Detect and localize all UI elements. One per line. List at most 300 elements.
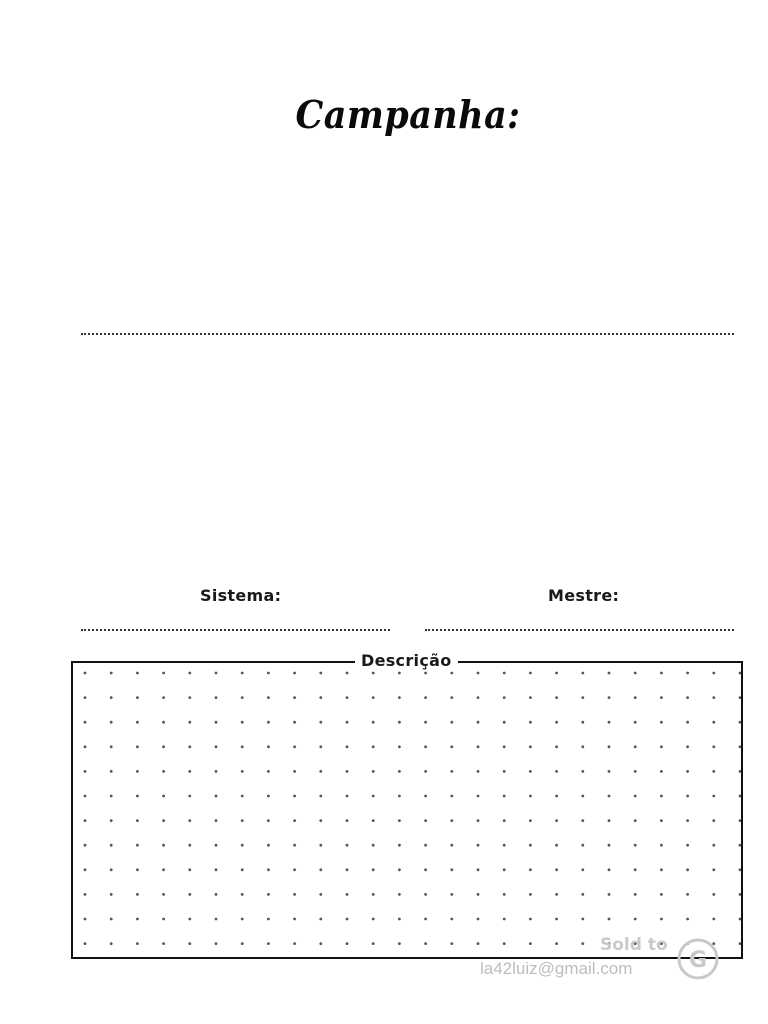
- grid-dot: [241, 942, 244, 945]
- sistema-label: Sistema:: [200, 586, 282, 605]
- grid-dot: [634, 696, 637, 699]
- campaign-title: Campanha:: [295, 92, 521, 137]
- grid-dot: [686, 795, 689, 798]
- grid-dot: [608, 868, 611, 871]
- grid-dot: [241, 868, 244, 871]
- grid-dot: [581, 844, 584, 847]
- grid-dot: [136, 721, 139, 724]
- grid-dot: [398, 844, 401, 847]
- grid-dot: [241, 918, 244, 921]
- grid-dot: [293, 942, 296, 945]
- grid-dot: [162, 868, 165, 871]
- grid-dot: [136, 868, 139, 871]
- grid-dot: [634, 745, 637, 748]
- grid-dot: [215, 696, 218, 699]
- grid-dot: [503, 844, 506, 847]
- grid-dot: [372, 721, 375, 724]
- grid-dot: [503, 672, 506, 675]
- grid-dot: [162, 672, 165, 675]
- grid-dot: [319, 893, 322, 896]
- grid-dot: [424, 721, 427, 724]
- grid-dot: [398, 745, 401, 748]
- grid-dot: [110, 672, 113, 675]
- grid-dot: [450, 696, 453, 699]
- grid-dot: [215, 770, 218, 773]
- grid-dot: [529, 745, 532, 748]
- grid-dot: [398, 721, 401, 724]
- grid-dot: [188, 745, 191, 748]
- grid-dot: [293, 893, 296, 896]
- grid-dot: [319, 696, 322, 699]
- grid-dot: [739, 672, 741, 675]
- grid-dot: [608, 696, 611, 699]
- grid-dot: [634, 918, 637, 921]
- grid-dot: [608, 745, 611, 748]
- grid-dot: [110, 844, 113, 847]
- grid-dot: [372, 770, 375, 773]
- grid-dot: [162, 745, 165, 748]
- grid-dot: [110, 893, 113, 896]
- grid-dot: [188, 672, 191, 675]
- grid-dot: [215, 844, 218, 847]
- grid-dot: [188, 893, 191, 896]
- grid-dot: [267, 795, 270, 798]
- grid-dot: [241, 696, 244, 699]
- grid-dot: [188, 918, 191, 921]
- grid-dot: [346, 844, 349, 847]
- grid-dot: [503, 942, 506, 945]
- grid-dot: [215, 795, 218, 798]
- grid-dot: [503, 770, 506, 773]
- grid-dot: [84, 672, 87, 675]
- grid-dot: [372, 819, 375, 822]
- grid-dot: [424, 918, 427, 921]
- grid-dot: [319, 819, 322, 822]
- grid-dot: [503, 868, 506, 871]
- grid-dot: [188, 721, 191, 724]
- grid-dot: [686, 770, 689, 773]
- grid-dot: [319, 721, 322, 724]
- grid-dot: [555, 868, 558, 871]
- grid-dot: [136, 672, 139, 675]
- grid-dot: [555, 770, 558, 773]
- grid-dot: [555, 745, 558, 748]
- grid-dot: [450, 770, 453, 773]
- grid-dot: [84, 868, 87, 871]
- grid-dot: [398, 918, 401, 921]
- grid-dot: [346, 868, 349, 871]
- watermark-logo-letter: G: [688, 948, 708, 973]
- grid-dot: [503, 819, 506, 822]
- grid-dot: [660, 893, 663, 896]
- grid-dot: [136, 844, 139, 847]
- grid-dot: [241, 721, 244, 724]
- grid-dot: [398, 770, 401, 773]
- grid-dot: [712, 918, 715, 921]
- grid-dot: [739, 942, 741, 945]
- grid-dot: [215, 942, 218, 945]
- grid-dot: [581, 942, 584, 945]
- grid-dot: [293, 844, 296, 847]
- grid-dot: [660, 770, 663, 773]
- grid-dot: [293, 745, 296, 748]
- grid-dot: [739, 893, 741, 896]
- grid-dot: [110, 696, 113, 699]
- grid-dot: [477, 918, 480, 921]
- grid-dot: [424, 844, 427, 847]
- grid-dot: [110, 918, 113, 921]
- grid-dot: [267, 893, 270, 896]
- grid-dot: [739, 721, 741, 724]
- grid-dot: [608, 795, 611, 798]
- mestre-label: Mestre:: [548, 586, 620, 605]
- grid-dot: [346, 893, 349, 896]
- grid-dot: [634, 819, 637, 822]
- grid-dot: [477, 696, 480, 699]
- grid-dot: [293, 918, 296, 921]
- grid-dot: [136, 893, 139, 896]
- grid-dot: [162, 942, 165, 945]
- grid-dot: [686, 721, 689, 724]
- grid-dot: [739, 844, 741, 847]
- grid-dot: [660, 868, 663, 871]
- grid-dot: [634, 893, 637, 896]
- grid-dot: [293, 819, 296, 822]
- grid-dot: [660, 918, 663, 921]
- grid-dot: [162, 696, 165, 699]
- grid-dot: [424, 745, 427, 748]
- grid-dot: [450, 844, 453, 847]
- grid-dot: [686, 672, 689, 675]
- sistema-line[interactable]: [81, 629, 390, 631]
- grid-dot: [267, 672, 270, 675]
- mestre-line[interactable]: [425, 629, 734, 631]
- grid-dot: [477, 868, 480, 871]
- grid-dot: [686, 819, 689, 822]
- grid-dot: [529, 721, 532, 724]
- grid-dot: [267, 844, 270, 847]
- grid-dot: [398, 868, 401, 871]
- grid-dot: [529, 696, 532, 699]
- grid-dot: [84, 721, 87, 724]
- grid-dot: [424, 942, 427, 945]
- grid-dot: [136, 696, 139, 699]
- grid-dot: [267, 721, 270, 724]
- grid-dot: [241, 672, 244, 675]
- grid-dot: [660, 795, 663, 798]
- grid-dot: [529, 893, 532, 896]
- grid-dot: [555, 942, 558, 945]
- grid-dot: [555, 918, 558, 921]
- grid-dot: [634, 672, 637, 675]
- grid-dot: [319, 868, 322, 871]
- grid-dot: [477, 893, 480, 896]
- grid-dot: [84, 795, 87, 798]
- grid-dot: [529, 942, 532, 945]
- grid-dot: [555, 844, 558, 847]
- grid-dot: [319, 844, 322, 847]
- grid-dot: [372, 868, 375, 871]
- grid-dot: [424, 868, 427, 871]
- grid-dot: [555, 795, 558, 798]
- grid-dot: [215, 672, 218, 675]
- grid-dot: [188, 868, 191, 871]
- grid-dot: [267, 868, 270, 871]
- grid-dot: [293, 696, 296, 699]
- grid-dot: [346, 795, 349, 798]
- grid-dot: [267, 745, 270, 748]
- grid-dot: [110, 942, 113, 945]
- grid-dot: [84, 942, 87, 945]
- grid-dot: [84, 770, 87, 773]
- grid-dot: [162, 819, 165, 822]
- grid-dot: [372, 918, 375, 921]
- grid-dot: [136, 918, 139, 921]
- grid-dot: [477, 672, 480, 675]
- grid-dot: [346, 672, 349, 675]
- grid-dot: [450, 918, 453, 921]
- grid-dot: [608, 819, 611, 822]
- grid-dot: [162, 844, 165, 847]
- grid-dot: [372, 795, 375, 798]
- grid-dot: [293, 795, 296, 798]
- watermark-email: la42luiz@gmail.com: [480, 959, 633, 978]
- grid-dot: [555, 819, 558, 822]
- grid-dot: [372, 745, 375, 748]
- grid-dot: [215, 918, 218, 921]
- grid-dot: [581, 819, 584, 822]
- grid-dot: [267, 918, 270, 921]
- grid-dot: [424, 770, 427, 773]
- grid-dot: [188, 942, 191, 945]
- grid-dot: [424, 672, 427, 675]
- grid-dot: [162, 770, 165, 773]
- grid-dot: [267, 696, 270, 699]
- grid-dot: [372, 942, 375, 945]
- grid-dot: [581, 721, 584, 724]
- grid-dot: [84, 918, 87, 921]
- grid-dot: [372, 696, 375, 699]
- description-box[interactable]: [71, 661, 743, 959]
- grid-dot: [712, 672, 715, 675]
- grid-dot: [84, 696, 87, 699]
- grid-dot: [241, 844, 244, 847]
- grid-dot: [188, 819, 191, 822]
- grid-dot: [293, 868, 296, 871]
- grid-dot: [739, 819, 741, 822]
- grid-dot: [450, 868, 453, 871]
- grid-dot: [84, 745, 87, 748]
- grid-dot: [450, 795, 453, 798]
- grid-dot: [477, 770, 480, 773]
- grid-dot: [529, 868, 532, 871]
- grid-dot: [608, 721, 611, 724]
- grid-dot: [660, 721, 663, 724]
- grid-dot: [477, 844, 480, 847]
- grid-dot: [634, 795, 637, 798]
- grid-dot: [581, 918, 584, 921]
- grid-dot: [398, 893, 401, 896]
- grid-dot: [660, 844, 663, 847]
- grid-dot: [712, 844, 715, 847]
- grid-dot: [660, 819, 663, 822]
- grid-dot: [712, 770, 715, 773]
- grid-dot: [398, 696, 401, 699]
- grid-dot: [136, 770, 139, 773]
- grid-dot: [477, 795, 480, 798]
- grid-dot: [450, 745, 453, 748]
- grid-dot: [739, 868, 741, 871]
- grid-dot: [739, 795, 741, 798]
- grid-dot: [267, 770, 270, 773]
- grid-dot: [424, 795, 427, 798]
- grid-dot: [503, 893, 506, 896]
- grid-dot: [608, 672, 611, 675]
- grid-dot: [581, 672, 584, 675]
- grid-dot: [372, 893, 375, 896]
- grid-dot: [712, 745, 715, 748]
- grid-dot: [739, 770, 741, 773]
- grid-dot: [739, 918, 741, 921]
- grid-dot: [346, 770, 349, 773]
- grid-dot: [346, 918, 349, 921]
- watermark-logo-icon: [676, 937, 720, 981]
- grid-dot: [188, 795, 191, 798]
- grid-dot: [84, 893, 87, 896]
- grid-dot: [162, 918, 165, 921]
- grid-dot: [319, 770, 322, 773]
- grid-dot: [188, 844, 191, 847]
- grid-dot: [503, 721, 506, 724]
- grid-dot: [712, 721, 715, 724]
- grid-dot: [503, 795, 506, 798]
- grid-dot: [739, 696, 741, 699]
- grid-dot: [477, 819, 480, 822]
- grid-dot: [162, 721, 165, 724]
- grid-dot: [215, 721, 218, 724]
- grid-dot: [398, 942, 401, 945]
- grid-dot: [188, 770, 191, 773]
- grid-dot: [215, 745, 218, 748]
- grid-dot: [529, 672, 532, 675]
- grid-dot: [424, 696, 427, 699]
- grid-dot: [503, 696, 506, 699]
- grid-dot: [110, 721, 113, 724]
- grid-dot: [319, 672, 322, 675]
- grid-dot: [739, 745, 741, 748]
- grid-dot: [555, 721, 558, 724]
- grid-dot: [319, 918, 322, 921]
- grid-dot: [319, 942, 322, 945]
- grid-dot: [110, 819, 113, 822]
- grid-dot: [503, 745, 506, 748]
- grid-dot: [293, 672, 296, 675]
- grid-dot: [581, 893, 584, 896]
- grid-dot: [241, 795, 244, 798]
- grid-dot: [346, 819, 349, 822]
- grid-dot: [188, 696, 191, 699]
- grid-dot: [162, 893, 165, 896]
- grid-dot: [634, 770, 637, 773]
- grid-dot: [608, 893, 611, 896]
- grid-dot: [398, 819, 401, 822]
- dot-grid: [73, 663, 741, 957]
- grid-dot: [608, 918, 611, 921]
- grid-dot: [241, 770, 244, 773]
- grid-dot: [450, 672, 453, 675]
- grid-dot: [136, 942, 139, 945]
- grid-dot: [686, 868, 689, 871]
- grid-dot: [162, 795, 165, 798]
- grid-dot: [241, 819, 244, 822]
- grid-dot: [712, 819, 715, 822]
- grid-dot: [686, 844, 689, 847]
- grid-dot: [346, 942, 349, 945]
- grid-dot: [581, 770, 584, 773]
- description-legend: Descrição: [355, 651, 458, 670]
- grid-dot: [712, 893, 715, 896]
- grid-dot: [110, 770, 113, 773]
- grid-dot: [293, 721, 296, 724]
- campaign-name-line[interactable]: [81, 333, 734, 335]
- grid-dot: [267, 942, 270, 945]
- grid-dot: [215, 819, 218, 822]
- grid-dot: [634, 721, 637, 724]
- grid-dot: [84, 819, 87, 822]
- grid-dot: [581, 696, 584, 699]
- grid-dot: [424, 893, 427, 896]
- grid-dot: [555, 893, 558, 896]
- grid-dot: [372, 844, 375, 847]
- grid-dot: [686, 745, 689, 748]
- grid-dot: [372, 672, 375, 675]
- grid-dot: [529, 770, 532, 773]
- grid-dot: [712, 868, 715, 871]
- grid-dot: [267, 819, 270, 822]
- grid-dot: [529, 844, 532, 847]
- grid-dot: [450, 942, 453, 945]
- grid-dot: [686, 696, 689, 699]
- grid-dot: [477, 721, 480, 724]
- grid-dot: [136, 819, 139, 822]
- grid-dot: [686, 893, 689, 896]
- grid-dot: [110, 745, 113, 748]
- grid-dot: [293, 770, 296, 773]
- grid-dot: [110, 868, 113, 871]
- grid-dot: [660, 672, 663, 675]
- grid-dot: [477, 745, 480, 748]
- grid-dot: [529, 819, 532, 822]
- grid-dot: [450, 721, 453, 724]
- grid-dot: [581, 745, 584, 748]
- grid-dot: [450, 893, 453, 896]
- grid-dot: [110, 795, 113, 798]
- grid-dot: [686, 918, 689, 921]
- grid-dot: [503, 918, 506, 921]
- grid-dot: [319, 745, 322, 748]
- grid-dot: [529, 795, 532, 798]
- grid-dot: [319, 795, 322, 798]
- grid-dot: [450, 819, 453, 822]
- grid-dot: [555, 672, 558, 675]
- grid-dot: [581, 868, 584, 871]
- grid-dot: [581, 795, 584, 798]
- grid-dot: [555, 696, 558, 699]
- grid-dot: [660, 745, 663, 748]
- grid-dot: [712, 795, 715, 798]
- grid-dot: [241, 893, 244, 896]
- grid-dot: [608, 770, 611, 773]
